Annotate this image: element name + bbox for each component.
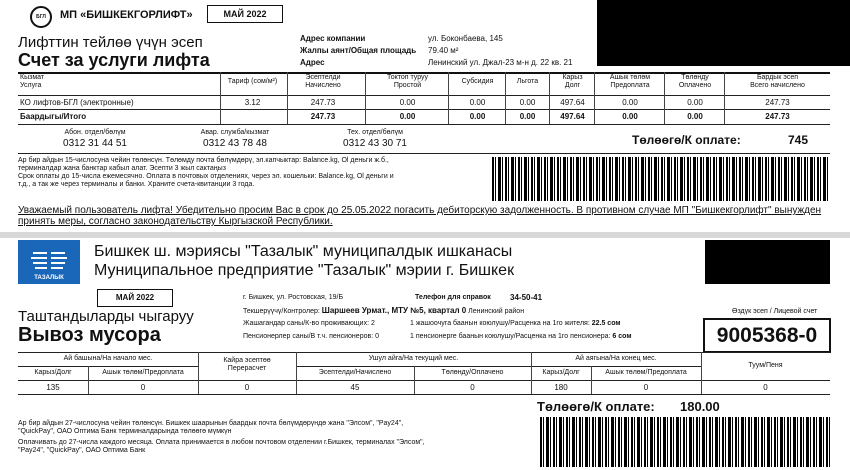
lift-row-total: 247.73 (765, 98, 790, 107)
lift-header-subsidy: Субсидия (461, 78, 494, 85)
tazalyk-logo (18, 240, 80, 284)
contact-phone-avar: 0312 43 78 48 (203, 138, 267, 149)
lift-title-ru: Счет за услуги лифта (18, 50, 210, 70)
sub-prepay-start: Ашык төлөм/Предоплата (102, 369, 184, 376)
redacted-block (597, 0, 850, 66)
lift-row-debt: 497.64 (560, 98, 585, 107)
lift-logo: БГЛ (30, 6, 52, 28)
account-label: Өздүк эсеп / Лицевой счет (732, 308, 818, 315)
tazalyk-header-ru: Муниципальное предприятие "Тазалык" мэрии г. Бишкек (94, 262, 515, 279)
lift-header-benefit: Льгота (516, 78, 539, 85)
lift-header-tariff: Тариф (сом/м²) (227, 78, 278, 85)
contact-phone-tech: 0312 43 30 71 (343, 138, 407, 149)
contact-label-avar: Авар. служба/кызмат (200, 129, 270, 136)
lift-header-debt: Карыз Долг (562, 74, 583, 89)
sub-prepay-end: Ашык төлөм/Предоплата (605, 369, 687, 376)
grp-current-month: Ушул айга/На текущий мес. (368, 355, 459, 362)
contact-phone-abon: 0312 31 44 51 (63, 138, 127, 149)
sub-paid: Төлөнду/Оплачено (441, 369, 504, 376)
lift-total-debt: 497.64 (560, 112, 585, 121)
lift-total-total: 247.73 (765, 112, 790, 121)
lift-note: Ар бир айдын 15-числосуна чейин төлөнсүн. Төлөмду почта бөлүмдөрү, эл.капчыктар: Balance.kg, Оl деньги ж.б., терминалдар жана банктар кабыл алат. Эсепти 3 жыл сактаңыз Срок оплаты до 15-числа ежемесячно. Оплата в почтовых отделениях, через эл. кошельки: Balance.kg, Оl деньги и т.д., а так же через терминалы и банки. Храните счета-квитанции 3 года. (18, 157, 394, 188)
address-label: Адрес (300, 58, 325, 67)
val-penalty: 0 (763, 383, 768, 392)
lift-org-name: МП «БИШКЕКГОРЛИФТ» (60, 9, 193, 21)
lift-header-service: Кызмат Услуга (20, 74, 45, 89)
account-number: 9005368-0 (703, 318, 831, 353)
tazalyk-phone-label: Телефон для справок (415, 294, 491, 301)
sub-debt-end: Карыз/Долг (542, 369, 580, 376)
val-paid: 0 (470, 383, 475, 392)
tazalyk-pay-label: Төлөөгө/К оплате: (537, 399, 655, 414)
tazalyk-emblem-icon (29, 249, 69, 275)
tazalyk-phone-value: 34-50-41 (510, 293, 543, 302)
tazalyk-period: МАЙ 2022 (97, 289, 173, 307)
lift-warning: Уважаемый пользователь лифта! Убедительно просим Вас в срок до 25.05.2022 погасить дебиторскую задолженность. В противном случае МП "Бишкекгорлифт" вынужден принять меры, согласно законодательству Кыргызской Республики. (18, 205, 822, 227)
tazalyk-pensioners: Пенсионерлер саны/В т.ч. пенсионеров: 0 (243, 333, 380, 340)
lift-total-label: Баардыгы/Итого (20, 112, 87, 121)
val-accrued: 45 (350, 383, 360, 392)
lift-total-benefit: 0.00 (519, 112, 536, 121)
val-prepay-end: 0 (643, 383, 649, 392)
lift-row-downtime: 0.00 (399, 98, 416, 107)
lift-barcode (492, 157, 830, 201)
area-label: Жалпы аянт/Общая площадь (300, 46, 417, 55)
lift-total-downtime: 0.00 (399, 112, 416, 121)
tazalyk-title-ky: Таштандыларды чыгаруу (18, 308, 194, 325)
lift-total-paid: 0.00 (687, 112, 703, 121)
lift-period: МАЙ 2022 (207, 5, 283, 23)
tazalyk-note: Ар бир айдын 27-числосуна чейин төлөнсүн. Бишкек шаарынын баардык почта бөлүмдөрүндө жана "Элсом", "Pay24", "QuickPay", ОАО Оптима Банк терминалдарында төлөөгө мүмкүн Оплачивать до 27-числа каждого месяца. Оплата принимается в любом почтовом отделении г.Бишкек, терминалах "Элсом", "Pay24", "QuickPay", ОАО Оптима Банк (18, 420, 425, 454)
tazalyk-header-ky: Бишкек ш. мэриясы "Тазалык" муниципалдык ишканасы (94, 243, 513, 260)
area-value: 79.40 м² (428, 46, 459, 55)
tazalyk-logo-text: ТАЗАЛЫК (34, 275, 64, 281)
lift-row-subsidy: 0.00 (469, 98, 486, 107)
lift-header-paid: Төлөнду Оплачено (678, 74, 712, 89)
tazalyk-controller: Текшерүүчү/Контролер: Шаршеев Урмат., МТУ №5, квартал 0 Ленинский район (243, 306, 525, 315)
grp-start-month: Ай башына/На начало мес. (63, 355, 153, 362)
tazalyk-pay-amount: 180.00 (680, 399, 720, 414)
tazalyk-barcode (540, 417, 830, 467)
address-company-value: ул. Боконбаева, 145 (428, 34, 503, 43)
tazalyk-pensioners-rate: 1 пенсионерге баанын коюлушу/Расценка на 1го пенсионера: 6 сом (410, 333, 632, 340)
lift-header-total: Бардык эсеп Всего начислено (750, 74, 805, 89)
lift-total-prepay: 0.00 (622, 112, 638, 121)
contact-label-abon: Абон. отдел/бөлүм (64, 129, 126, 136)
tazalyk-residents-rate: 1 жашоочуга баанын коюлушу/Расценка на 1го жителя: 22.5 сом (410, 320, 621, 327)
lift-header-downtime: Токтоп туруу Простой (386, 74, 429, 89)
sub-accrued: Эсептелди/Начислено (318, 369, 392, 376)
lift-total-subsidy: 0.00 (469, 112, 486, 121)
tazalyk-residents: Жашагандар саны/К-во проживающих: 2 (243, 320, 375, 327)
tazalyk-title-ru: Вывоз мусора (18, 324, 161, 346)
lift-row-tariff: 3.12 (244, 98, 261, 107)
val-recalc: 0 (244, 383, 250, 392)
tazalyk-address: г. Бишкек, ул. Ростовская, 19/Б (243, 294, 344, 301)
grp-end-month: Ай аягына/На конец мес. (575, 355, 657, 362)
val-debt-end: 180 (554, 383, 568, 392)
sub-debt-start: Карыз/Долг (34, 369, 72, 376)
lift-row-benefit: 0.00 (519, 98, 536, 107)
lift-row-prepay: 0.00 (622, 98, 638, 107)
address-value: Ленинский ул. Джал-23 м-н д. 22 кв. 21 (428, 58, 573, 67)
val-debt-start: 135 (46, 383, 60, 392)
lift-title-ky: Лифттин тейлөө үчүн эсеп (18, 34, 203, 51)
redacted-block (705, 240, 830, 284)
lift-header-prepay: Ашык төлөм Предоплата (609, 74, 651, 89)
contact-label-tech: Тех. отдел/бөлүм (347, 129, 403, 136)
lift-total-accrued: 247.73 (310, 112, 336, 121)
grp-recalc: Кайра эсептөө Перерасчет (223, 357, 271, 372)
lift-header-accrued: Эсептелди Начислено (305, 74, 341, 89)
lift-row-service: КО лифтов-БГЛ (электронные) (20, 98, 134, 107)
lift-row-accrued: 247.73 (310, 98, 336, 107)
grp-penalty: Туум/Пеня (748, 362, 783, 369)
address-company-label: Адрес компании (300, 34, 366, 43)
lift-pay-label: Төлөөгө/К оплате: (632, 133, 741, 147)
lift-row-paid: 0.00 (687, 98, 703, 107)
val-prepay-start: 0 (140, 383, 146, 392)
lift-pay-amount: 745 (788, 133, 809, 147)
